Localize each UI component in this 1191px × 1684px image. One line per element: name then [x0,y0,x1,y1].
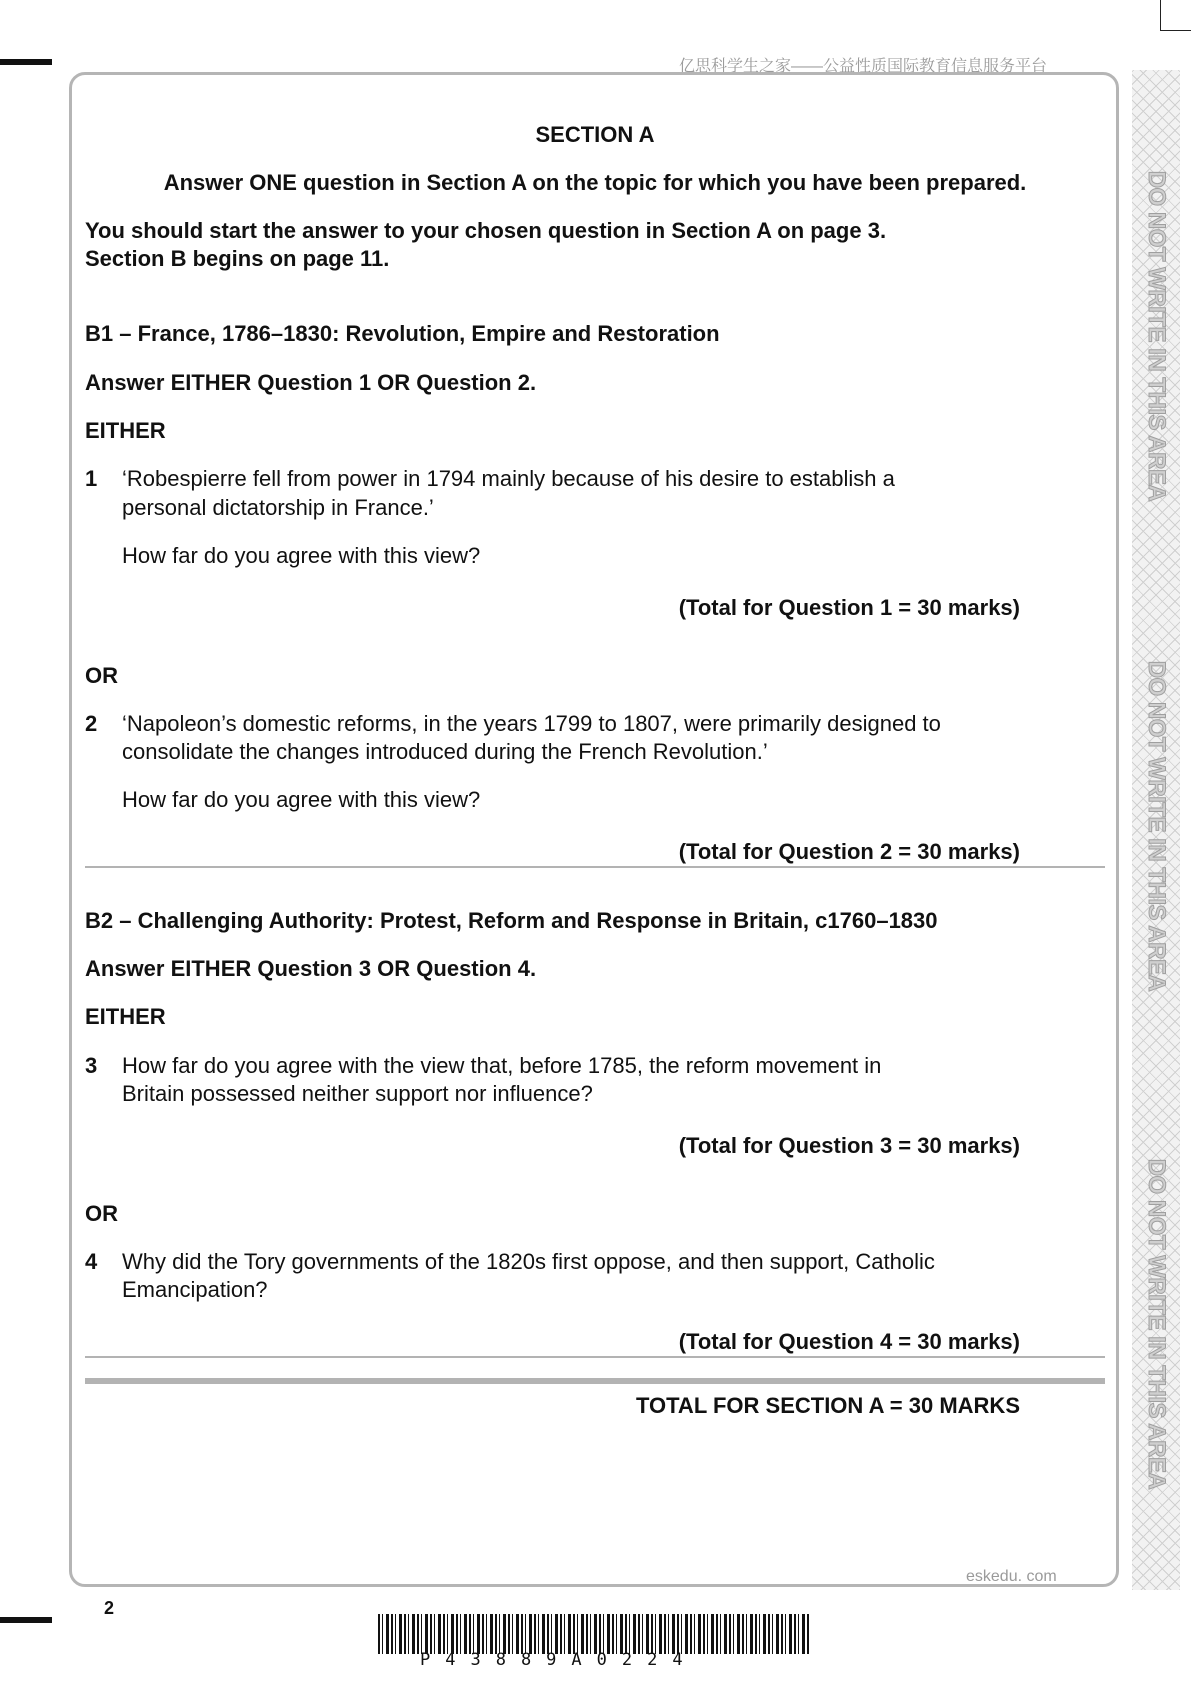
question-text: ‘Napoleon’s domestic reforms, in the years 1799 to 1807, were primarily designed to [122,711,941,736]
question-prompt: How far do you agree with this view? [122,543,481,568]
topic-answer-instruction: Answer EITHER Question 1 OR Question 2. [85,370,537,395]
question-text: personal dictatorship in France.’ [122,495,434,520]
barcode-number: P43889A0224 [420,1650,698,1670]
question-text: ‘Robespierre fell from power in 1794 mainly because of his desire to establish a [122,466,895,491]
question-text: Why did the Tory governments of the 1820s first oppose, and then support, Catholic [122,1249,935,1274]
question-number: 1 [85,466,98,491]
topic-title: B2 – Challenging Authority: Protest, Reform and Response in Britain, c1760–1830 [85,908,938,933]
or-label: OR [85,1201,118,1226]
section-end-rule [85,1356,1105,1358]
topic-answer-instruction: Answer EITHER Question 3 OR Question 4. [85,956,537,981]
answer-frame [69,72,1119,1587]
section-total: TOTAL FOR SECTION A = 30 MARKS [635,1393,1020,1418]
start-page-instruction: You should start the answer to your chosen question in Section A on page 3. [85,218,887,243]
either-label: EITHER [85,1004,166,1029]
question-marks: (Total for Question 2 = 30 marks) [678,839,1020,864]
question-number: 4 [85,1249,98,1274]
crop-mark [1160,30,1191,31]
topic-title: B1 – France, 1786–1830: Revolution, Empire and Restoration [85,321,720,346]
section-instruction: Answer ONE question in Section A on the topic for which you have been prepared. [163,170,1027,195]
question-text: How far do you agree with the view that, before 1785, the reform movement in [122,1053,882,1078]
question-text: Britain possessed neither support nor influence? [122,1081,593,1106]
header-watermark-note: 亿思科学生之家——公益性质国际教育信息服务平台 [678,58,1047,75]
or-label: OR [85,663,118,688]
question-prompt: How far do you agree with this view? [122,787,481,812]
section-b-instruction: Section B begins on page 11. [85,246,390,271]
registration-bar [0,1617,52,1623]
question-text: consolidate the changes introduced during the French Revolution.’ [122,739,768,764]
section-total-bar [85,1378,1105,1384]
either-label: EITHER [85,418,166,443]
section-title: SECTION A [535,122,655,147]
crop-mark [1160,0,1161,30]
page-number: 2 [104,1598,115,1618]
question-marks: (Total for Question 4 = 30 marks) [678,1329,1020,1354]
question-text: Emancipation? [122,1277,268,1302]
question-number: 2 [85,711,98,736]
registration-bar [0,59,52,65]
question-marks: (Total for Question 1 = 30 marks) [678,595,1020,620]
question-number: 3 [85,1053,98,1078]
topic-divider [85,866,1105,868]
question-marks: (Total for Question 3 = 30 marks) [678,1133,1020,1158]
footer-watermark-note: eskedu. com [966,1568,1057,1585]
barcode [378,1614,810,1654]
